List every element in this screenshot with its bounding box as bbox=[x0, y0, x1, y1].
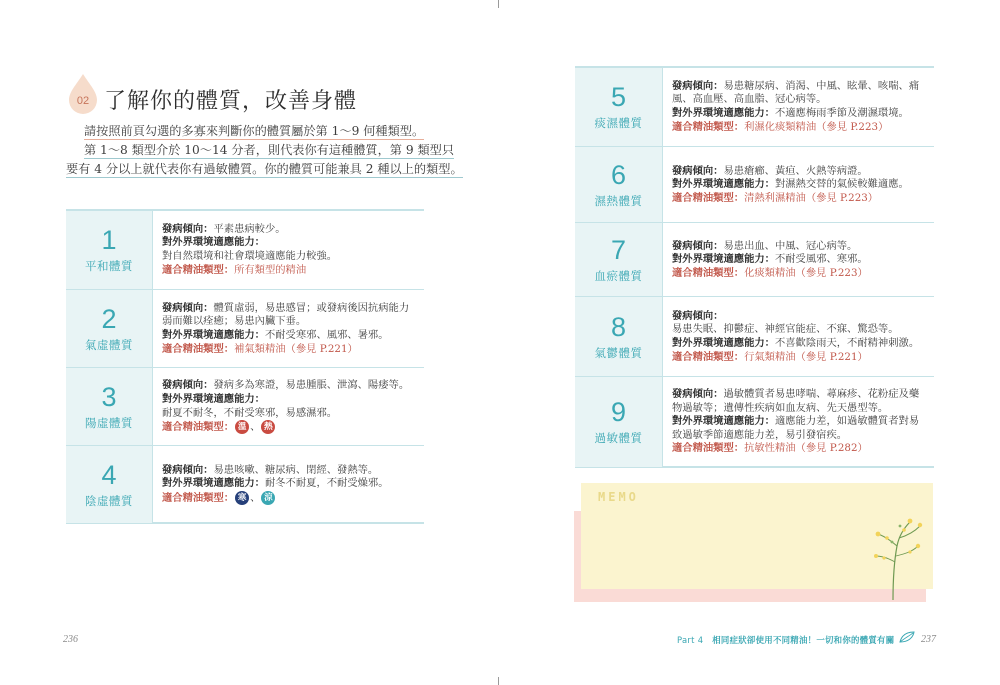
type-name: 痰濕體質 bbox=[594, 116, 643, 130]
adapt-label: 對外界環境適應能力： bbox=[162, 236, 265, 249]
cool-tag: 涼 bbox=[261, 491, 275, 505]
intro-line-2: 第 1～8 類型介於 10～14 分者，則代表你有這種體質，第 9 類型只 bbox=[84, 143, 455, 157]
memo-label: MEMO bbox=[598, 490, 639, 504]
type-number: 8 bbox=[610, 312, 627, 342]
oil-label: 適合精油類型： bbox=[162, 263, 235, 276]
section-number: 02 bbox=[76, 95, 90, 107]
constitution-table-right bbox=[575, 66, 934, 468]
intro-line-3: 要有 4 分以上就代表你有過敏體質。你的體質可能兼具 2 種以上的類型。 bbox=[66, 162, 463, 176]
adapt-label: 對外界環境適應能力： bbox=[672, 415, 775, 428]
tendency-text: 易患糖尿病、消渴、中風、眩暈、咳喘、痛 bbox=[723, 79, 920, 92]
intro-line-1: 請按照前頁勾選的多寡來判斷你的體質屬於第 1～9 何種類型。 bbox=[84, 124, 425, 138]
adapt-text: 不耐受寒邪、風邪、暑邪。 bbox=[264, 329, 389, 341]
type-name: 氣虛體質 bbox=[85, 338, 133, 352]
type-name: 陰虛體質 bbox=[85, 493, 133, 508]
type-number: 7 bbox=[610, 235, 627, 265]
adapt-text: 不喜歡陰雨天，不耐精神刺激。 bbox=[774, 337, 920, 349]
cold-tag: 寒 bbox=[235, 491, 249, 505]
type-name: 陽虛體質 bbox=[85, 416, 133, 430]
flower-sprig-illustration bbox=[866, 512, 930, 602]
type-number: 6 bbox=[610, 160, 627, 190]
type-name: 過敏體質 bbox=[594, 431, 643, 445]
adapt-label: 對外界環境適應能力： bbox=[672, 178, 775, 191]
tendency-label: 發病傾向： bbox=[672, 239, 724, 252]
tendency-text: 易患咳嗽、糖尿病、閉經、發熱等。 bbox=[213, 463, 379, 476]
tendency-label: 發病傾向： bbox=[672, 79, 724, 92]
oil-text: 行氣類精油（參見 P.221） bbox=[744, 350, 868, 363]
tendency-text-cont: 物過敏等；遺傳性疾病如血友病、先天愚型等。 bbox=[672, 401, 889, 414]
running-footer bbox=[677, 634, 894, 646]
oil-label: 適合精油類型： bbox=[672, 120, 745, 133]
adapt-text: 對濕熱交替的氣候較難適應。 bbox=[774, 178, 909, 191]
tendency-label: 發病傾向： bbox=[162, 301, 214, 314]
table-row bbox=[575, 146, 934, 223]
chapter-title: 相同症狀卻使用不同精油！一切和你的體質有關 bbox=[712, 635, 895, 645]
crop-mark-top bbox=[498, 0, 499, 8]
constitution-table-left bbox=[66, 209, 424, 524]
tendency-text: 發病多為寒證，易患腫脹、泄瀉、陽痿等。 bbox=[213, 379, 410, 392]
table-row bbox=[66, 289, 424, 368]
part-label: Part 4 bbox=[677, 635, 704, 645]
adapt-label: 對外界環境適應能力： bbox=[672, 337, 775, 349]
table-row bbox=[575, 222, 934, 297]
oil-label: 適合精油類型： bbox=[162, 491, 235, 504]
tendency-label: 發病傾向： bbox=[162, 379, 214, 392]
oil-text: 清熱利濕精油（參見 P.223） bbox=[744, 191, 879, 204]
tendency-label: 發病傾向： bbox=[162, 463, 214, 476]
tendency-label: 發病傾向： bbox=[672, 164, 724, 177]
table-row bbox=[575, 296, 934, 377]
tendency-text: 易患瘡癤、黃疸、火熱等病證。 bbox=[723, 164, 868, 177]
oil-text: 所有類型的精油 bbox=[234, 263, 307, 276]
oil-label: 適合精油類型： bbox=[672, 442, 745, 455]
type-name: 濕熱體質 bbox=[594, 194, 643, 208]
table-row bbox=[575, 376, 934, 467]
section-title: 了解你的體質，改善身體 bbox=[104, 89, 358, 114]
table-row bbox=[575, 68, 934, 146]
tendency-text: 體質虛弱，易患感冒；或發病後因抗病能力 bbox=[213, 301, 410, 314]
adapt-label: 對外界環境適應能力： bbox=[672, 107, 775, 119]
oil-text: 化痰類精油（參見 P.223） bbox=[744, 266, 868, 279]
type-number: 4 bbox=[101, 459, 117, 490]
adapt-text-cont: 致過敏季節適應能力差，易引發宿疾。 bbox=[672, 428, 848, 441]
oil-text: 利濕化痰類精油（參見 P.223） bbox=[744, 120, 889, 133]
adapt-label: 對外界環境適應能力： bbox=[672, 253, 775, 266]
type-number: 3 bbox=[101, 382, 117, 412]
tendency-label: 發病傾向： bbox=[672, 388, 724, 401]
table-row: 4 陰虛體質 發病傾向：易患咳嗽、糖尿病、閉經、發熱等。 對外界環境適應能力：耐冬不耐夏，不耐受燥邪。 適合精油類型： 寒 、 涼 bbox=[66, 445, 424, 523]
oil-text: 補氣類精油（參見 P.221） bbox=[234, 342, 358, 355]
hot-tag: 熱 bbox=[261, 420, 275, 434]
warm-tag: 溫 bbox=[235, 420, 249, 434]
tendency-text-cont: 風、高血壓、高血脂、冠心病等。 bbox=[672, 93, 827, 106]
type-number: 1 bbox=[101, 225, 117, 255]
adapt-text: 不適應梅雨季節及潮濕環境。 bbox=[774, 107, 909, 119]
adapt-text: 不耐受風邪、寒邪。 bbox=[774, 253, 868, 266]
water-drop-icon bbox=[66, 72, 100, 114]
page-number-right: 237 bbox=[921, 634, 936, 645]
tendency-label: 發病傾向： bbox=[162, 222, 214, 235]
crop-mark-bottom bbox=[498, 677, 499, 685]
table-row bbox=[66, 211, 424, 289]
adapt-label: 對外界環境適應能力： bbox=[162, 392, 265, 405]
adapt-text: 對自然環境和社會環境適應能力較強。 bbox=[162, 250, 338, 262]
tendency-text: 平素患病較少。 bbox=[213, 222, 286, 235]
page-number-left: 236 bbox=[63, 634, 78, 645]
type-number: 9 bbox=[610, 397, 627, 427]
adapt-label: 對外界環境適應能力： bbox=[162, 329, 265, 341]
tendency-text: 過敏體質者易患哮喘、蕁麻疹、花粉症及藥 bbox=[723, 388, 920, 401]
adapt-text: 適應能力差，如過敏體質者對易 bbox=[774, 415, 920, 428]
tendency-text: 易患失眠、抑鬱症、神經官能症、不寐、驚恐等。 bbox=[672, 323, 899, 336]
oil-label: 適合精油類型： bbox=[162, 342, 235, 355]
tendency-text: 易患出血、中風、冠心病等。 bbox=[723, 239, 858, 252]
table-row: 3 陽虛體質 發病傾向：發病多為寒證，易患腫脹、泄瀉、陽痿等。 對外界環境適應能力： 耐夏不耐冬，不耐受寒邪，易感濕邪。 適合精油類型： 溫 、 熱 bbox=[66, 367, 424, 446]
type-name: 平和體質 bbox=[85, 259, 133, 273]
type-number: 5 bbox=[610, 82, 627, 112]
type-number: 2 bbox=[101, 304, 117, 334]
leaf-ornament-icon bbox=[898, 630, 916, 644]
adapt-label: 對外界環境適應能力： bbox=[162, 477, 265, 490]
oil-label: 適合精油類型： bbox=[672, 350, 745, 363]
type-name: 血瘀體質 bbox=[594, 269, 643, 283]
oil-label: 適合精油類型： bbox=[162, 421, 235, 434]
adapt-text: 耐夏不耐冬，不耐受寒邪，易感濕邪。 bbox=[162, 406, 338, 419]
tendency-label: 發病傾向： bbox=[672, 309, 724, 322]
oil-label: 適合精油類型： bbox=[672, 266, 745, 279]
type-name: 氣鬱體質 bbox=[594, 346, 643, 360]
oil-label: 適合精油類型： bbox=[672, 191, 745, 204]
adapt-text: 耐冬不耐夏，不耐受燥邪。 bbox=[264, 477, 389, 490]
oil-text: 抗敏性精油（參見 P.282） bbox=[744, 442, 868, 455]
tendency-text-cont: 弱而難以痊癒；易患內臟下垂。 bbox=[162, 315, 307, 328]
